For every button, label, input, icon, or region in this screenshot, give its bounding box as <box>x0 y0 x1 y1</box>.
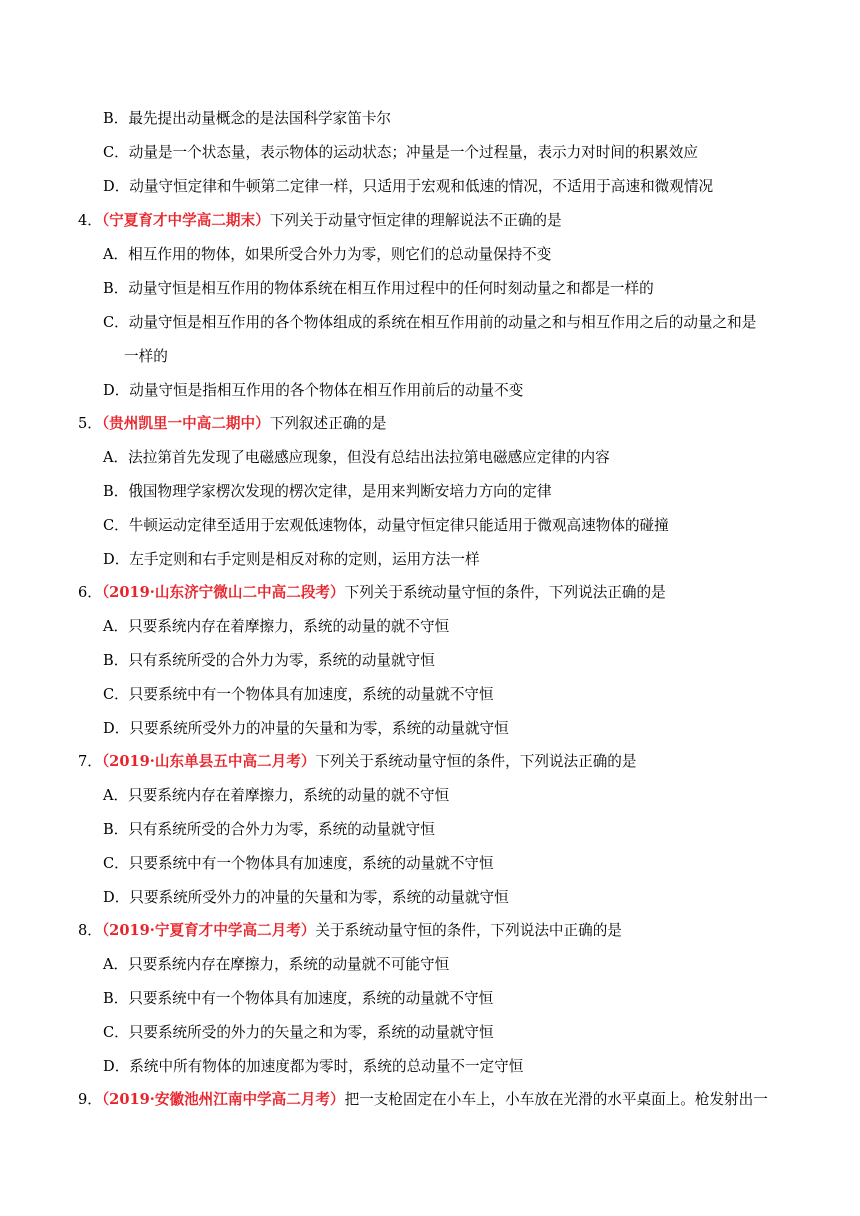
question-stem: 下列关于系统动量守恒的条件，下列说法正确的是 <box>344 584 666 601</box>
q8-option-c: C．只要系统所受的外力的矢量之和为零，系统的动量就守恒 <box>103 1024 494 1041</box>
question-9 <box>78 1090 768 1110</box>
question-number: 7． <box>78 753 102 770</box>
question-5 <box>78 414 386 434</box>
question-7 <box>78 752 637 772</box>
q4-option-a: A．相互作用的物体，如果所受合外力为零，则它们的总动量保持不变 <box>103 246 552 263</box>
question-stem: 下列关于动量守恒定律的理解说法不正确的是 <box>269 212 562 229</box>
q5-option-b: B．俄国物理学家楞次发现的楞次定律，是用来判断安培力方向的定律 <box>103 483 552 500</box>
q8-option-d: D．系统中所有物体的加速度都为零时，系统的总动量不一定守恒 <box>103 1058 524 1075</box>
question-number: 9． <box>78 1091 102 1108</box>
q3-option-b: B．最先提出动量概念的是法国科学家笛卡尔 <box>103 110 392 127</box>
question-number: 8． <box>78 922 102 939</box>
question-source: （贵州凯里一中高二期中） <box>101 415 270 432</box>
question-number: 5． <box>78 415 102 432</box>
q7-option-b: B．只有系统所受的合外力为零，系统的动量就守恒 <box>103 821 435 838</box>
question-source: （2019·山东济宁微山二中高二段考） <box>101 584 345 601</box>
q5-option-c: C．牛顿运动定律至适用于宏观低速物体，动量守恒定律只能适用于微观高速物体的碰撞 <box>103 517 669 534</box>
q3-option-c: C．动量是一个状态量，表示物体的运动状态；冲量是一个过程量，表示力对时间的积累效应 <box>103 144 698 161</box>
q3-option-d: D．动量守恒定律和牛顿第二定律一样，只适用于宏观和低速的情况，不适用于高速和微观情况 <box>103 178 714 195</box>
question-source: （2019·安徽池州江南中学高二月考） <box>101 1091 345 1108</box>
question-stem: 下列关于系统动量守恒的条件，下列说法正确的是 <box>315 753 637 770</box>
question-stem: 下列叙述正确的是 <box>269 415 387 432</box>
question-6 <box>78 583 666 603</box>
question-number: 6． <box>78 584 102 601</box>
q6-option-b: B．只有系统所受的合外力为零，系统的动量就守恒 <box>103 652 435 669</box>
q5-option-d: D．左手定则和右手定则是相反对称的定则，运用方法一样 <box>103 551 480 568</box>
question-8 <box>78 921 622 941</box>
q7-option-a: A．只要系统内存在着摩擦力，系统的动量的就不守恒 <box>103 787 450 804</box>
question-stem: 关于系统动量守恒的条件，下列说法中正确的是 <box>315 922 622 939</box>
question-4 <box>78 211 562 231</box>
q5-option-a: A．法拉第首先发现了电磁感应现象，但没有总结出法拉第电磁感应定律的内容 <box>103 449 610 466</box>
q6-option-d: D．只要系统所受外力的冲量的矢量和为零，系统的动量就守恒 <box>103 720 509 737</box>
q4-option-d: D．动量守恒是指相互作用的各个物体在相互作用前后的动量不变 <box>103 382 524 399</box>
question-number: 4． <box>78 212 102 229</box>
question-source: （2019·宁夏育才中学高二月考） <box>101 922 316 939</box>
q4-option-b: B．动量守恒是相互作用的物体系统在相互作用过程中的任何时刻动量之和都是一样的 <box>103 280 654 297</box>
q6-option-c: C．只要系统中有一个物体具有加速度，系统的动量就不守恒 <box>103 686 494 703</box>
question-source: （2019·山东单县五中高二月考） <box>101 753 316 770</box>
question-stem: 把一支枪固定在小车上，小车放在光滑的水平桌面上。枪发射出一 <box>344 1091 768 1108</box>
q6-option-a: A．只要系统内存在着摩擦力，系统的动量的就不守恒 <box>103 618 450 635</box>
q4-option-c-continuation: 一样的 <box>124 348 168 365</box>
q8-option-b: B．只要系统中有一个物体具有加速度，系统的动量就不守恒 <box>103 990 494 1007</box>
question-source: （宁夏育才中学高二期末） <box>101 212 270 229</box>
q4-option-c: C．动量守恒是相互作用的各个物体组成的系统在相互作用前的动量之和与相互作用之后的动量之和是 <box>103 314 757 331</box>
q7-option-c: C．只要系统中有一个物体具有加速度，系统的动量就不守恒 <box>103 855 494 872</box>
q8-option-a: A．只要系统内存在摩擦力，系统的动量就不可能守恒 <box>103 956 450 973</box>
q7-option-d: D．只要系统所受外力的冲量的矢量和为零，系统的动量就守恒 <box>103 889 509 906</box>
